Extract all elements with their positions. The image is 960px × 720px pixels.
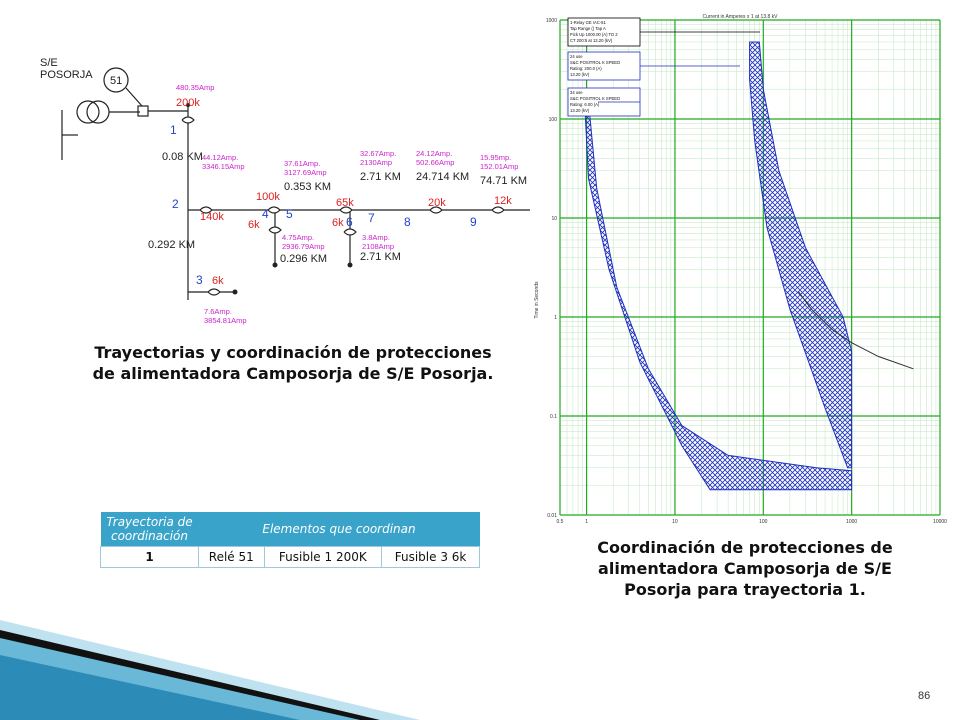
table-header-row <box>101 512 480 547</box>
chart-ylabel: Time in Seconds <box>534 281 540 319</box>
current-6b: 2108Amp <box>362 242 395 251</box>
current-9b: 152.01Amp <box>480 162 519 171</box>
current-9a: 15.95mp. <box>480 153 512 162</box>
decorative-ribbon <box>0 600 420 720</box>
fuse-rating-1: 200k <box>176 97 200 109</box>
y-tick-label: 100 <box>548 117 557 123</box>
x-tick-label: 100 <box>759 519 768 525</box>
substation-label: S/E <box>40 57 58 69</box>
legend-entry: S&C POSITROL K SPEED <box>570 96 621 101</box>
distance-3: 0.353 KM <box>284 181 332 193</box>
distance-7: 24.714 KM <box>416 171 470 183</box>
y-tick-label: 1000 <box>545 18 557 24</box>
fuse-rating-5: 6k <box>248 219 260 231</box>
legend-entry: 34 use <box>570 90 583 95</box>
node-4: 4 <box>262 207 269 221</box>
legend-entry: Pick Up 1000.00 (A) TD 2 <box>570 32 618 37</box>
y-tick-label: 0.01 <box>547 513 557 519</box>
y-tick-label: 1 <box>554 315 557 321</box>
table-cell-fuse-3: Fusible 3 6k <box>382 547 480 568</box>
table-cell-fuse-1: Fusible 1 200K <box>264 547 382 568</box>
legend-entry: CT 200:5 at 13.20 (kV) <box>570 38 613 43</box>
table-row <box>101 547 480 568</box>
distance-8: 74.71 KM <box>480 175 528 187</box>
legend-entry: Tap Range () Tap A <box>570 26 606 31</box>
current-5a: 4.75Amp. <box>282 233 315 242</box>
current-4b: 3127.69Amp <box>284 168 327 177</box>
fuse-rating-4: 100k <box>256 191 280 203</box>
legend-entry: Rating: 200.0 (A) <box>570 66 602 71</box>
current-8a: 24.12Amp. <box>416 149 453 158</box>
y-tick-label: 10 <box>551 216 557 222</box>
table-header-elements: Elementos que coordinan <box>199 512 480 547</box>
current-4a: 37.61Amp. <box>284 159 321 168</box>
current-5b: 2936.79Amp <box>282 242 325 251</box>
x-tick-label: 1000 <box>846 519 858 525</box>
node-3: 3 <box>196 273 203 287</box>
page-number: 86 <box>918 690 931 702</box>
current-8b: 502.66Amp <box>416 158 455 167</box>
x-tick-label: 0.5 <box>556 519 564 525</box>
current-7a: 32.67Amp. <box>360 149 397 158</box>
substation-name: POSORJA <box>40 69 93 81</box>
legend-entry: 13.20 (kV) <box>570 108 590 113</box>
node-1: 1 <box>170 123 177 137</box>
diagram-caption: Trayectorias y coordinación de protecciones de alimentadora Camposorja de S/E Posorja. <box>92 343 494 383</box>
current-2b: 3346.15Amp <box>202 162 245 171</box>
fuse-rating-7: 6k <box>332 217 344 229</box>
distance-4: 0.296 KM <box>280 253 328 265</box>
legend-entry: 1-Relay GE IAC-51 <box>570 20 606 25</box>
legend-entry: Rating: 6.00 (A) <box>570 102 600 107</box>
legend-entry: 24 use <box>570 54 583 59</box>
current-3b: 3854.81Amp <box>204 316 247 325</box>
fuse-rating-9: 12k <box>494 195 512 207</box>
table-header-trajectory: Trayectoria de coordinación <box>101 512 199 547</box>
coordination-table <box>100 512 480 568</box>
node-8: 8 <box>404 215 411 229</box>
fuse-rating-2: 140k <box>200 211 224 223</box>
relay-label: 51 <box>110 75 123 87</box>
y-tick-label: 0.1 <box>550 414 557 420</box>
current-3a: 7.6Amp. <box>204 307 232 316</box>
fuse-rating-6: 65k <box>336 197 354 209</box>
node-2: 2 <box>172 197 179 211</box>
current-7b: 2130Amp <box>360 158 393 167</box>
fuse-rating-8: 20k <box>428 197 446 209</box>
current-2a: 44.12Amp. <box>202 153 239 162</box>
node-9: 9 <box>470 215 477 229</box>
current-1: 480.35Amp <box>176 83 215 92</box>
node-5: 5 <box>286 207 293 221</box>
distance-1: 0.08 KM <box>162 151 203 163</box>
table-cell-relay: Relé 51 <box>199 547 265 568</box>
chart-title: Current in Amperes x 1 at 13.8 kV <box>702 14 778 20</box>
legend-entry: S&C POSITROL K SPEED <box>570 60 621 65</box>
fuse-rating-3: 6k <box>212 275 224 287</box>
distance-6: 2.71 KM <box>360 251 401 263</box>
node-7: 7 <box>368 211 375 225</box>
current-6a: 3.8Amp. <box>362 233 390 242</box>
single-line-diagram <box>30 50 530 340</box>
legend-entry: 13.20 (kV) <box>570 72 590 77</box>
table-cell-trajectory: 1 <box>101 547 199 568</box>
node-6: 6 <box>346 215 353 229</box>
x-tick-label: 10000 <box>933 519 947 525</box>
distance-5: 2.71 KM <box>360 171 401 183</box>
chart-caption: Coordinación de protecciones de alimentadora Camposorja de S/E Posorja para trayectoria 1. <box>597 538 893 599</box>
x-tick-label: 10 <box>672 519 678 525</box>
distance-2: 0.292 KM <box>148 239 196 251</box>
coordination-chart <box>530 10 950 525</box>
x-tick-label: 1 <box>585 519 588 525</box>
